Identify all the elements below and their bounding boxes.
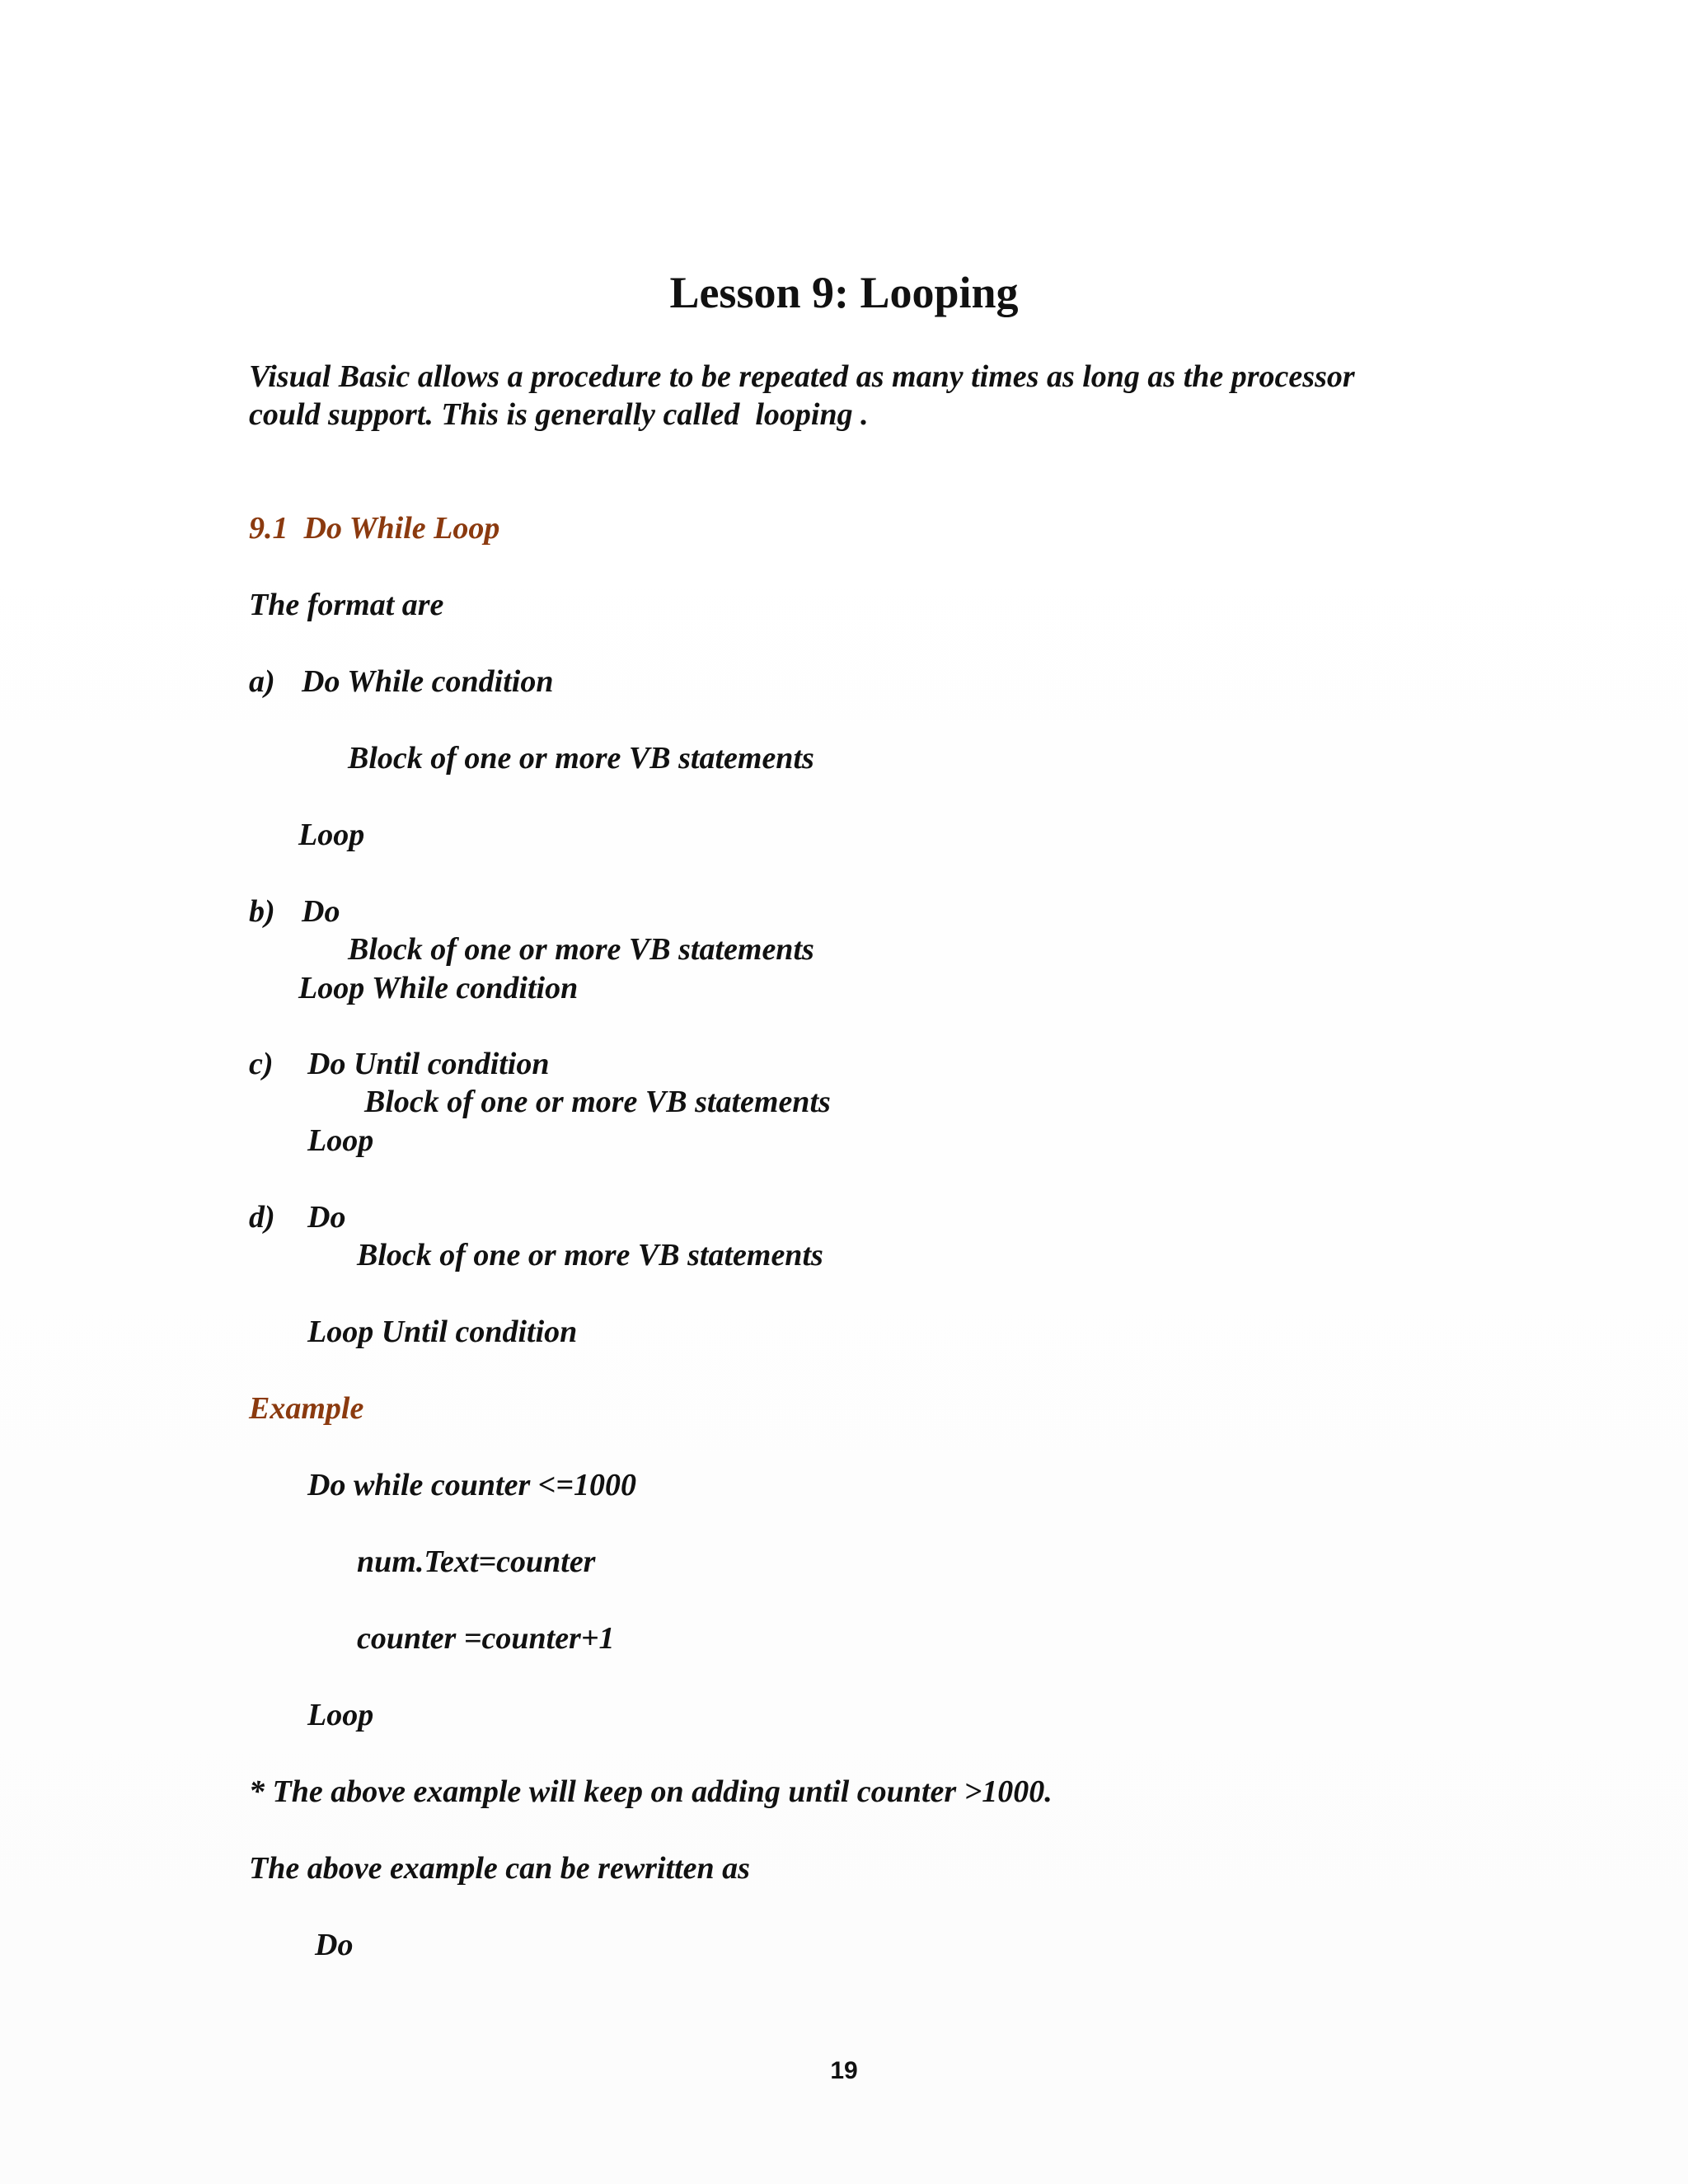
example-code-line-3: counter =counter+1 [357, 1621, 615, 1656]
intro-line-1: Visual Basic allows a procedure to be repeated as many times as long as the processor [249, 359, 1355, 394]
format-a-first-line: Do While condition [302, 664, 554, 699]
format-d-body-line: Block of one or more VB statements [357, 1238, 823, 1272]
format-label: The format are [249, 588, 444, 622]
format-a-body-line: Block of one or more VB statements [348, 741, 814, 776]
format-c-body-line: Block of one or more VB statements [364, 1085, 831, 1119]
format-d-first-line: Do [307, 1200, 346, 1235]
format-b-end-line: Loop While condition [298, 971, 579, 1005]
format-c-end-line: Loop [307, 1123, 374, 1158]
example-note: * The above example will keep on adding until counter >1000. [249, 1774, 1053, 1809]
format-b-marker: b) [249, 894, 275, 929]
example-code-line-2: num.Text=counter [357, 1544, 596, 1579]
example-code-line-1: Do while counter <=1000 [307, 1468, 637, 1502]
format-c-marker: c) [249, 1047, 274, 1081]
page-number: 19 [830, 2057, 858, 2084]
example-code-line-4: Loop [307, 1698, 374, 1732]
format-b-first-line: Do [302, 894, 340, 929]
rewrite-label: The above example can be rewritten as [249, 1851, 750, 1886]
format-d-end-line: Loop Until condition [307, 1315, 578, 1349]
example-heading: Example [249, 1391, 364, 1426]
page-title: Lesson 9: Looping [669, 268, 1019, 317]
format-d-marker: d) [249, 1200, 275, 1235]
format-b-body-line: Block of one or more VB statements [348, 932, 814, 967]
format-a-end-line: Loop [298, 818, 365, 852]
format-c-first-line: Do Until condition [307, 1047, 550, 1081]
rewrite-code-line-1: Do [315, 1928, 354, 1962]
section-heading: 9.1 Do While Loop [249, 511, 500, 546]
format-a-marker: a) [249, 664, 275, 699]
intro-line-2: could support. This is generally called looping . [249, 397, 869, 432]
